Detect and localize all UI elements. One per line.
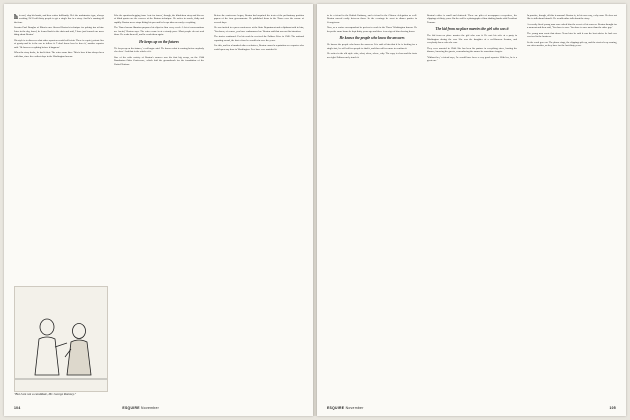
paragraph: The stories continued. For his work he received the Pulitzer Prize in 1945. The national reporting award, the first of two he would win over the years. bbox=[214, 35, 304, 42]
paragraph: Now, as a senior correspondent he prefers to work in the Times' Washington bureau. He keeps the same hours he kept thirty years ago and there is no sign of him slowing down. bbox=[327, 26, 417, 33]
left-column-2 bbox=[114, 14, 204, 390]
subhead: He knows the people who know the answers bbox=[339, 36, 405, 41]
paragraph: He knows the people who know the answers. It is said of him that if he is looking for a single fact, he will call ten people to find it, and then call ten more to confirm it. bbox=[327, 43, 417, 50]
paragraph: When the story broke, he had it first. The wires came later. This is how it has always been with him, since the earliest days in the Washington bureau. bbox=[14, 51, 104, 58]
cartoon-caption: "But I am not a candidate, Mr. George Romney." bbox=[14, 392, 77, 396]
paragraph: He writes in the old style: who, what, when, where, why. The copy is clean and the facts are right. Editors rarely touch it. bbox=[327, 52, 417, 59]
subhead: The kid from no place marries the girl who was it bbox=[435, 27, 509, 32]
right-footer bbox=[327, 406, 364, 410]
paragraph: 'Without her,' a friend says, 'he would have been a very good reporter. With her, he is a great one.' bbox=[427, 55, 517, 63]
paragraph: Senator Paul Douglas of Illinois once blessed Boston's technique for poking fun at him. Later in the day, bored, he leaned back in the chair and said, 'I have just learned one more thing about Boston.' bbox=[14, 26, 104, 37]
magazine-name: ESQUIRE bbox=[327, 406, 345, 410]
subhead: He keeps up on the futures bbox=[139, 39, 179, 44]
right-page bbox=[317, 4, 626, 416]
paragraph: The kid from no place marries the girl who was it. He met his wife at a party in Washington during the war. She was the daughter of a well-known Senator, and everybody knew who she was. bbox=[427, 34, 517, 45]
paragraph: For this, and for a hundred other exclusives, Boston earned a reputation as a reporter who could open any door in Washington. Few have ever matched it. bbox=[214, 44, 304, 51]
page-number: 105 bbox=[609, 406, 616, 410]
right-column-3 bbox=[527, 14, 617, 390]
issue-date: November bbox=[141, 406, 160, 410]
paragraph: to be a friend in the British Embassy, and a friend in the Chinese delegation as well. Boston moved easily between them. In the evenings he went to dinner parties in Georgetown. bbox=[327, 14, 417, 24]
paragraph: Before the conference began, Boston had acquired the texts of the preliminary position papers of the four governments. He published them in the Times over the course of several days. bbox=[214, 14, 304, 24]
cartoon-illustration bbox=[14, 286, 108, 392]
paragraph: His style is to discover what other reporters would call trivia. There is a quiet, private line of gossip and he is the one to follow it. 'I don't know how he does it,' another reporter said. 'He knows everything before it happens.' bbox=[14, 38, 104, 49]
paragraph: The young man wrote that down. Years later he said it was the best advice he had ever received in the business. bbox=[527, 31, 617, 39]
paragraph: Like the question-begging issue 'vote for issues,' though, the blind-item story and his use of blind quotes are the essence of the Boston technique. He writes in words, flatly and rapidly. Boston never stops lifting his pen and he keeps tabs on nearly everything. bbox=[114, 14, 204, 24]
left-column-3 bbox=[214, 14, 304, 390]
paragraph: Boston's office is small and cluttered. There are piles of newspapers everywhere, the clippings of thirty years. On the wall is a photograph of him shaking hands with President Truman. bbox=[427, 14, 517, 24]
issue-date: November bbox=[345, 406, 364, 410]
paragraph: In practice, though, all this is unusual. Boston is, in his own way, a shy man. He does not like to talk about himself. He would rather talk about the story. bbox=[527, 14, 617, 21]
right-column-1 bbox=[327, 14, 417, 390]
paragraph: The Times bureau librarian prepares his clips for him every week. A lot of conversations are 'useful,' Boston says. The wires come in at a steady pace. Most people do not read them. He reads them all, and he reads them again. bbox=[114, 26, 204, 37]
paragraph: One of the wide variety of Boston's sources was his first big scoop, on the 1944 Dumbarton Oaks Conference, which laid the groundwork for the foundation of the United Nations. bbox=[114, 55, 204, 66]
paragraph: his soul, clap his hands, and then writes brilliantly. He's the unobtrusive type, always working. He'll call thirty people to get a single line in a story. And he's running all the time. bbox=[14, 14, 104, 24]
paragraph: So the work goes on. The phone rings, the clippings pile up, and the stories keep coming, one after another, as they have for the last thirty years. bbox=[527, 40, 617, 48]
paragraph: He was invited to a press conference at the State Department and a diplomat said to him, 'You know, of course, you have embarrassed us.' Boston said that was not his intention. bbox=[214, 26, 304, 33]
right-page-number-wrap bbox=[609, 406, 616, 410]
left-footer bbox=[14, 406, 159, 410]
paragraph: They were married in 1944. She has been his partner in everything since, hosting the dinners, knowing the guests, remembering the names he sometimes forgets. bbox=[427, 46, 517, 54]
paragraph: 'He keeps up on the futures,' a colleague said. 'He knows what is coming before anybody else does.' And that is the whole of it. bbox=[114, 46, 204, 54]
left-page bbox=[4, 4, 313, 416]
page-number: 104 bbox=[14, 406, 21, 410]
magazine-name: ESQUIRE bbox=[122, 406, 140, 410]
right-column-2 bbox=[427, 14, 517, 390]
paragraph: A recently hired young man once asked him the secret of his success. Boston thought for a moment and then said, 'You have to care. You have to care more than the other guy.' bbox=[527, 22, 617, 30]
